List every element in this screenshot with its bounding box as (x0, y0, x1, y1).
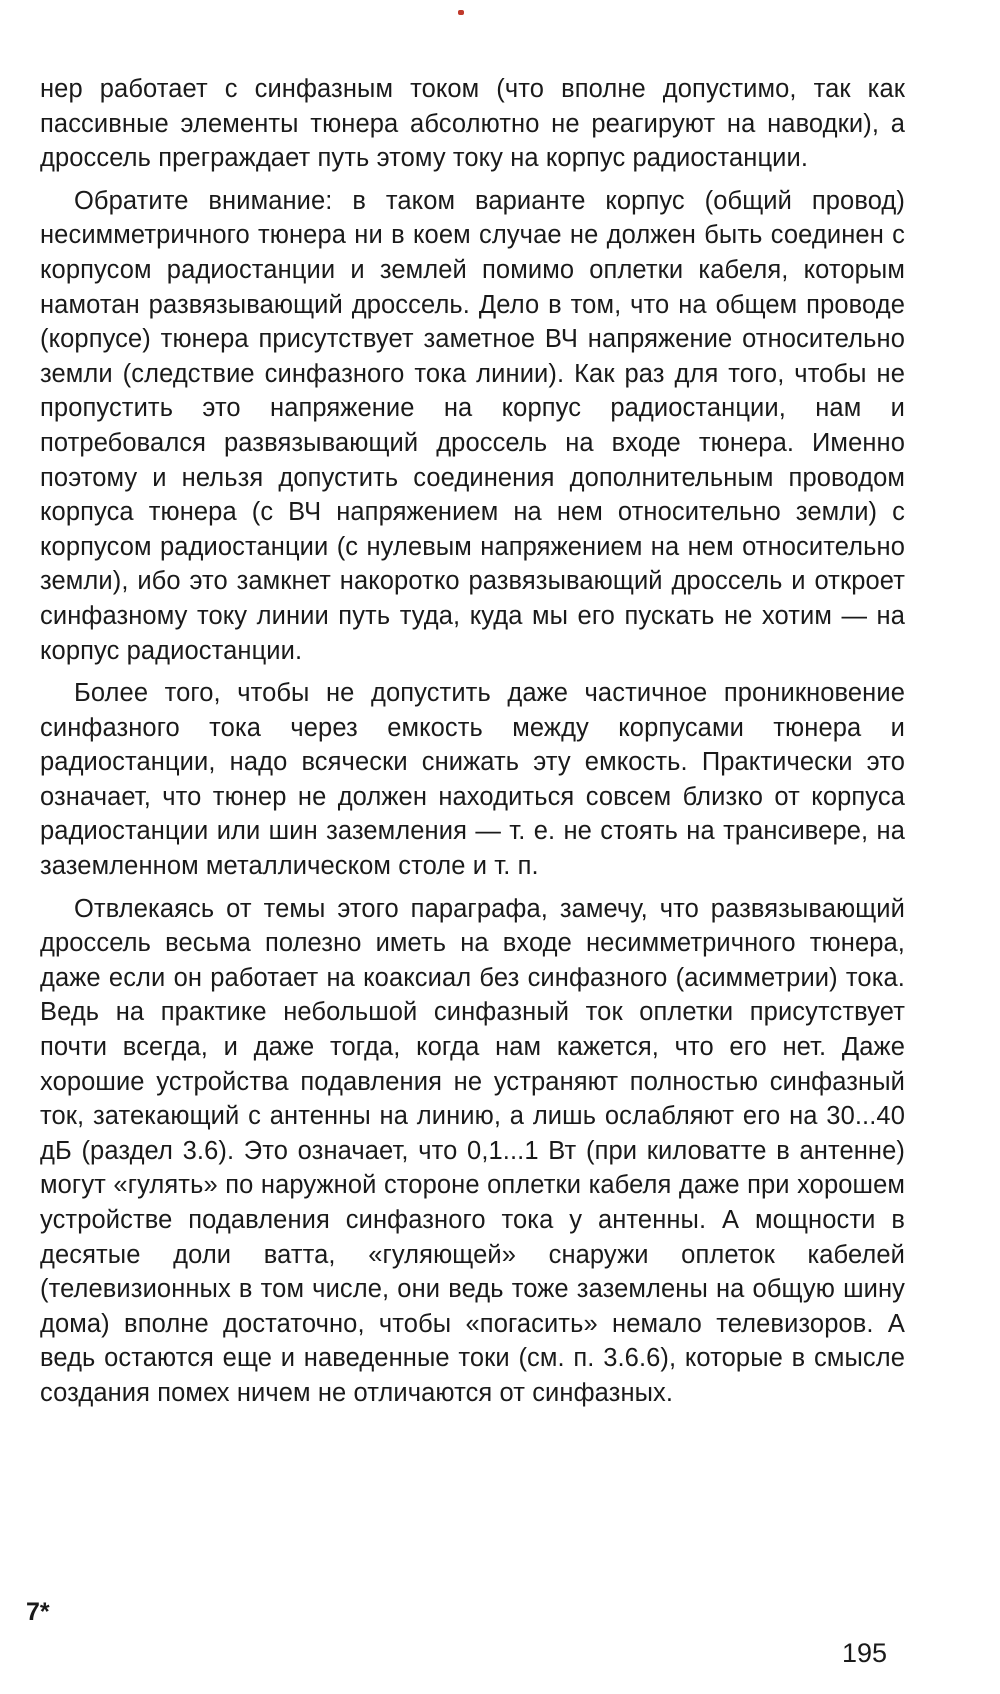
paragraph-1: нер работает с синфазным током (что вполне допустимо, так как пассивные элементы тюнера абсолютно не реагируют на наводки), а дроссель преграждает путь этому току на корпус радиостанции. (40, 75, 905, 173)
paragraph-2: Обратите внимание: в таком варианте корпус (общий провод) несимметричного тюнера ни в коем случае не должен быть соединен с корпусом радиостанции и землей помимо оплетки кабеля, которым намотан развязывающий дроссель. Дело в том, что на общем проводе (корпусе) тюнера присутствует заметное ВЧ напряжение относительно земли (следствие синфазного тока линии). Как раз для того, чтобы не пропустить это напряжение на корпус радиостанции, нам и потребовался развязывающий дроссель на входе тюнера. Именно поэтому и нельзя допустить соединения дополнительным проводом корпуса тюнера (с ВЧ напряжением на нем относительно земли) с корпусом радиостанции (с нулевым напряжением на нем относительно земли), ибо это замкнет накоротко развязывающий дроссель и откроет синфазному току линии путь туда, куда мы его пускать не хотим — на корпус радиостанции. (40, 186, 905, 665)
paragraph-4: Отвлекаясь от темы этого параграфа, замечу, что развязывающий дроссель весьма полезно иметь на входе несимметричного тюнера, даже если он работает на коаксиал без синфазного (асимметрии) тока. Ведь на практике небольшой синфазный ток оплетки присутствует почти всегда, и даже тогда, когда нам кажется, что его нет. Даже хорошие устройства подавления не устраняют полностью синфазный ток, затекающий с антенны на линию, а лишь ослабляют его на 30...40 дБ (раздел 3.6). Это означает, что 0,1...1 Вт (при киловатте в антенне) могут «гулять» по наружной стороне оплетки кабеля даже при хорошем устройстве подавления синфазного тока у антенны. А мощности в десятые доли ватта, «гуляющей» снаружи оплеток кабелей (телевизионных в том числе, они ведь тоже заземлены на общую шину дома) вполне достаточно, чтобы «погасить» немало телевизоров. А ведь остаются еще и наведенные токи (см. п. 3.6.6), которые в смысле создания помех ничем не отличаются от синфазных. (40, 894, 905, 1407)
paragraph-3: Более того, чтобы не допустить даже частичное проникновение синфазного тока через емкость между корпусами тюнера и радиостанции, надо всячески снижать эту емкость. Практически это означает, что тюнер не должен находиться совсем близко от корпуса радиостанции или шин заземления — т. е. не стоять на трансивере, на заземленном металлическом столе и т. п. (40, 679, 905, 881)
page-body-text (40, 72, 905, 1419)
page-number: 195 (842, 1638, 888, 1668)
top-ink-mark (458, 10, 464, 15)
signature-mark: 7* (26, 1598, 50, 1626)
